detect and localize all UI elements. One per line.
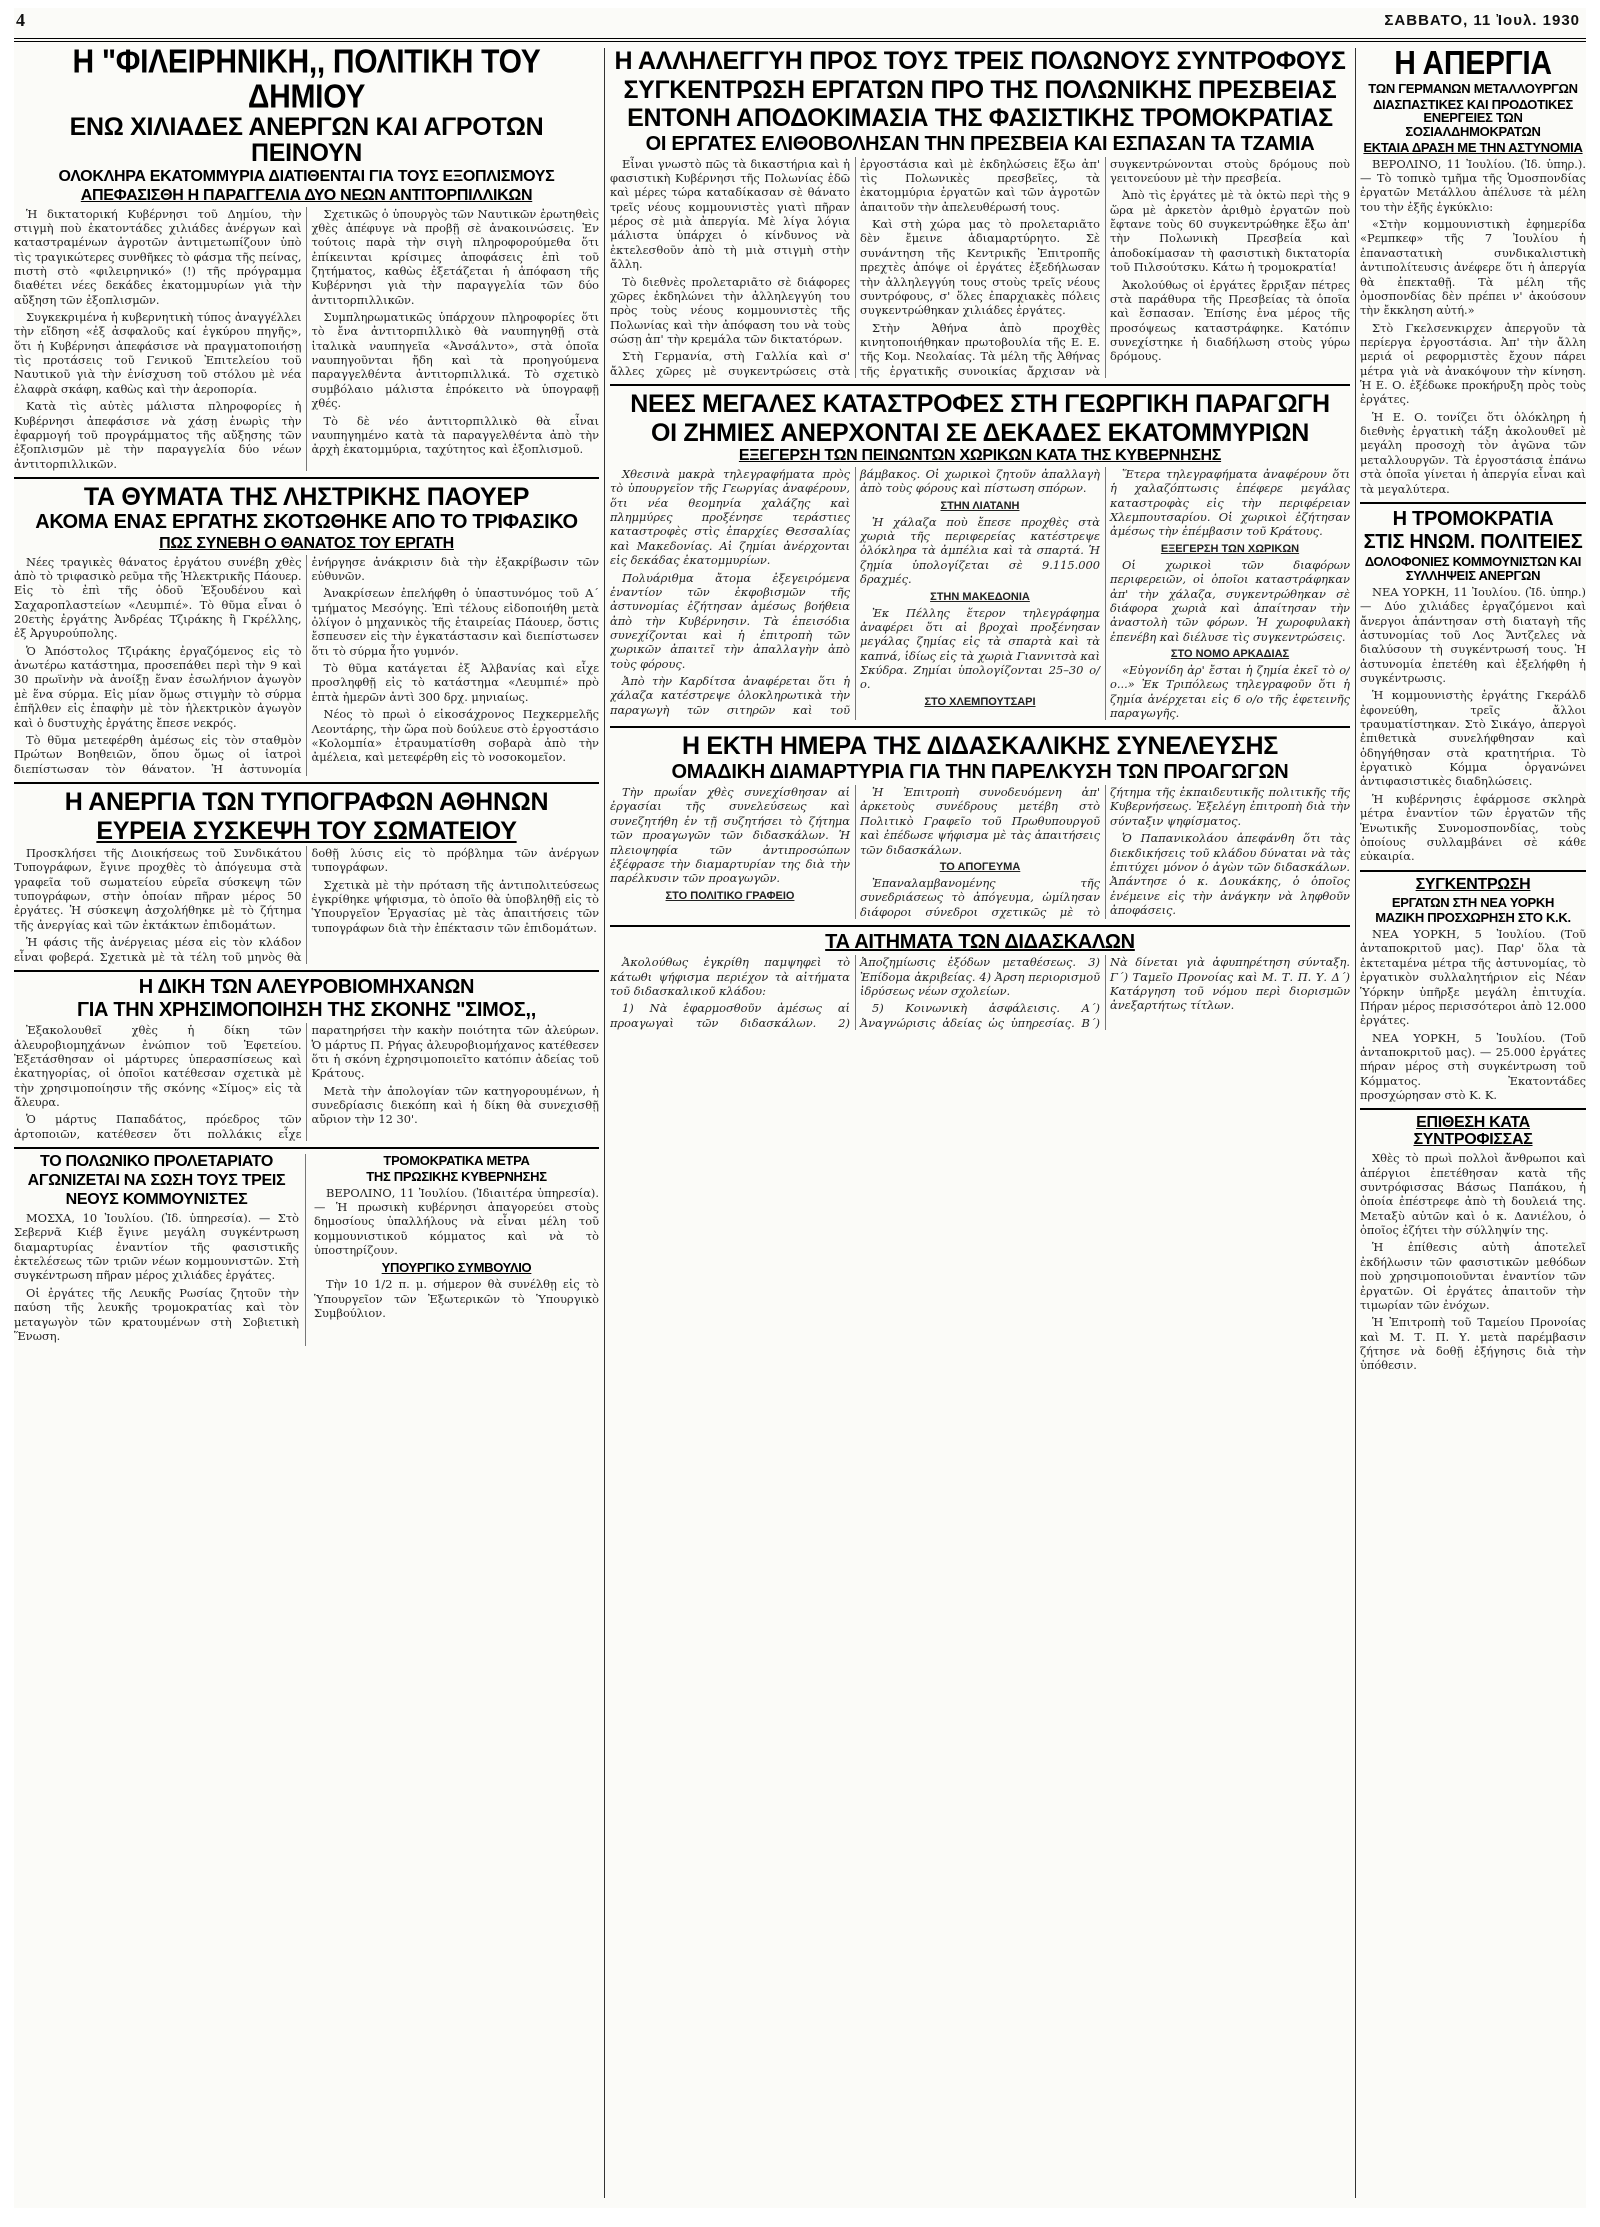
article-body [14,1211,299,1343]
subheadline: ΑΓΩΝΙΖΕΤΑΙ ΝΑ ΣΩΣΗ ΤΟΥΣ ΤΡΕΙΣ [27,1172,286,1190]
headline: ΤΟ ΠΟΛΩΝΙΚΟ ΠΡΟΛΕΤΑΡΙΑΤΟ [40,1153,273,1171]
paragraph: Τὸ θῦμα μετεφέρθη ἀμέσως εἰς τὸν σταθμὸν Πρώτων Βοηθειῶν, ὅπου ὅμως οἱ ἰατροὶ διεπίστωσαν τὸν θάνατον. Ἡ ἀστυνομία ἐνήργησε ἀνάκρισιν διὰ τὴν ἐξακρίβωσιν τῶν εὐθυνῶν. [14,554,599,776]
page-number: 4 [16,10,25,30]
headline: ΣΥΓΚΕΝΤΡΩΣΗ [1415,875,1531,893]
subheadline: ΔΟΛΟΦΟΝΙΕΣ ΚΟΜΜΟΥΝΙΣΤΩΝ ΚΑΙ ΣΥΛΛΗΨΕΙΣ ΑΝΕΡΓΩΝ [1364,554,1582,584]
headline: Η ΑΛΛΗΛΕΓΓΥΗ ΠΡΟΣ ΤΟΥΣ ΤΡΕΙΣ ΠΟΛΩΝΟΥΣ ΣΥΝΤΡΟΦΟΥΣ [614,48,1346,75]
paragraph: ΝΕΑ ΥΟΡΚΗ, 5 Ἰουλίου. (Τοῦ ἀνταποκριτοῦ μας). — 25.000 ἐργάτες πήραν μέρος στὴ συγκέντρωση τοῦ Κόμματος. Ἐκατοντάδες προσχώρησαν στὸ Κ. Κ. [1360,1030,1586,1103]
paragraph: Οἱ ἐργάτες τῆς Λευκῆς Ρωσίας ζητοῦν τὴν παύση τῆς λευκῆς τρομοκρατίας καὶ τὸν μεταγωγὸν τῶν κρατουμένων στὴ Σοβιετικὴ Ἕνωση. [14,1285,299,1343]
paragraph: Προσκλήσει τῆς Διοικήσεως τοῦ Συνδικάτου Τυπογράφων, ἔγινε προχθὲς τὸ ἀπόγευμα στὰ γραφεῖα τοῦ σωματείου εὐρεῖα σύσκεψη τῶν τυπογράφων, στὴν ὁποίαν πῆραν μέρος 50 ἐργάτες. Ἡ σύσκεψη ἀσχολήθηκε μὲ τὸ ζήτημα τῆς ἀνεργίας καὶ τῶν ἐκτάκτων ἐπιδομάτων. [14,846,302,932]
right-column [1360,48,1586,1379]
section-rule [14,1147,599,1149]
headline: ΤΡΟΜΟΚΡΑΤΙΚΑ ΜΕΤΡΑ [383,1153,530,1169]
paragraph: Στὴν Ἀθήνα ἀπὸ προχθὲς κινητοποιήθηκαν πρωτοβουλία τῆς Ε. Ε. τῆς Κομ. Νεολαίας. Τὰ μέλη τῆς Ἀθήνας τῆς ἐργατικῆς συνοικίας ἄρχισαν νὰ συγκεντρώνονται στοὺς δρόμους ποὺ γειτονεύουν μὲ τὴν πρεσβεία. [860,156,1350,378]
paragraph: Ἀπὸ τὶς ἐργάτες μὲ τὰ ὀκτὼ περὶ τὴς 9 ὥρα μὲ ἀρκετὸν ἀριθμὸ ἐργατῶν ποὺ ἔφτανε τοὺς 60 συγκεντρώθηκε ἔξω ἀπ' τὴν Πολωνικὴ Πρεσβεία καὶ ἀποδοκίμασαν τὴ φασιστικὴ δικτατορία τοῦ Πιλσούτσκυ. Κάτω ἡ τρομοκρατία! [1110,188,1350,275]
paragraph: Μετὰ τὴν ἀπολογίαν τῶν κατηγορουμένων, ἡ συνεδρίασις διεκόπη καὶ ἡ δίκη θὰ συνεχισθῇ αὔριον τὴν 12 30'. [311,1083,599,1127]
article-polish-solidarity [610,48,1350,378]
subheadline: ΝΕΟΥΣ ΚΟΜΜΟΥΝΙΣΤΕΣ [65,1191,248,1209]
subheadline: ΕΡΓΑΤΩΝ ΣΤΗ ΝΕΑ ΥΟΡΚΗ [1391,894,1555,910]
article-flour-trial [14,977,599,1141]
article-body [14,1023,599,1141]
headline: Η ΕΚΤΗ ΗΜΕΡΑ ΤΗΣ ΔΙΔΑΣΚΑΛΙΚΗΣ ΣΥΝΕΛΕΥΣΗΣ [682,732,1278,761]
headline: Η ΔΙΚΗ ΤΩΝ ΑΛΕΥΡΟΒΙΟΜΗΧΑΝΩΝ [138,975,475,998]
section-rule [14,477,599,479]
article-power-victims [14,484,599,776]
article-body [610,467,1350,720]
paragraph: Ἕτερα τηλεγραφήματα ἀναφέρουν ὅτι ἡ χαλαζόπτωσις ἐπέφερε μεγάλας καταστροφὰς εἰς τὴν περιφέρειαν Χλεμπουτσαρίου. Οἱ χωρικοὶ ἐζήτησαν ἀμέσως τὴν ἐπέμβασιν τοῦ Κράτους. [1110,467,1350,539]
paragraph: ΜΟΣΧΑ, 10 Ἰουλίου. (Ἰδ. ὑπηρεσία). — Στὸ Σεβερνᾶ Κιέβ ἔγινε μεγάλη συγκέντρωση διαμαρτυρίας ἐναντίον τῆς φασιστικῆς ἐκτελέσεως τῶν τριῶν νέων κομμουνιστῶν. Στὴ συγκέντρωση πῆραν μέρος χιλιάδες ἐργάτες. [14,1210,299,1283]
paragraph: Συγκεκριμένα ἡ κυβερνητικὴ τύπος ἀναγγέλλει τὴν εἴδηση «ἐξ ἀσφαλοῦς καί ἐγκύρου πηγῆς», ὅτι ἡ Κυβέρνησι ἀπεφάσισε νὰ πραγματοποιήσῃ τὶς προτάσεις τοῦ Γενικοῦ Ἐπιτελείου τοῦ Ναυτικοῦ γιὰ τὴν ἐνίσχυση τοῦ στόλου μὲ νέα ἐλαφρὰ σκάφη, καθὼς καὶ τὴν ἀεροπορία. [14,310,302,396]
article-teachers-assembly [610,733,1350,919]
paragraph: Ἐκ Πέλλης ἕτερον τηλεγράφημα ἀναφέρει ὅτι αἱ βροχαὶ προξένησαν μεγάλας ζημίας εἰς τὰ σπαρτὰ καὶ τὰ καπνά, ἰδίως εἰς τὰ χωριὰ Γιαννιτσὰ καὶ Σκύδρα. Ζημίαι ὑπολογίζονται 25–30 ο/ο. [860,605,1100,692]
paragraph: Ἡ Ἐπιτροπὴ συνοδευόμενη ἀπ' ἀρκετοὺς συνέδρους μετέβη στὸ Πολιτικὸ Γραφεῖο τοῦ Πρωθυπουργοῦ καὶ ἐπέδωσε ψήφισμα μὲ τὰς ἀπαιτήσεις τῶν διδασκάλων. [860,785,1100,857]
headline: Η ΤΡΟΜΟΚΡΑΤΙΑ [1392,507,1554,530]
section-rule [14,782,599,784]
paragraph: ΒΕΡΟΛΙΝΟ, 11 Ἰουλίου. (Ἰδ. ὑπηρ.). — Τὸ τοπικὸ τμῆμα τῆς Ὁμοσπονδίας ἐργατῶν Μετάλλου ἀπέλυσε τὰ μέλη του τὴν ἐξῆς ἐγκύκλιο: [1360,156,1586,214]
article-body [1360,927,1586,1102]
paragraph: «Εὐγονίδη ἀρ' ἔσται ἡ ζημία ἐκεῖ τὸ ο/ο...» Ἐκ Τριπόλεως τηλεγραφοῦν ὅτι ἡ ζημία ἀνέρχεται εἰς 6 ο/ο τῆς ἐφετεινῆς παραγωγῆς. [1110,662,1350,721]
section-subheading: ΣΤΗΝ ΛΙΑΤΑΝΗ [940,499,1020,512]
center-column [610,48,1350,1036]
paragraph: ΝΕΑ ΥΟΡΚΗ, 5 Ἰουλίου. (Τοῦ ἀνταποκριτοῦ μας). Παρ' ὅλα τὰ ἐκτεταμένα μέτρα τῆς ἀστυνομίας, τὸ ἐργατικὸν συλλαλητήριον εἰς Νέαν Ὑόρκην ὑπῆρξε μεγάλη ἐπιτυχία. Πήραν μέρος περισσότεροι ἀπὸ 12.000 ἐργάτες. [1360,927,1586,1028]
article-philirinic-policy [14,48,599,471]
paragraph: Σχετικῶς ὁ ὑπουργὸς τῶν Ναυτικῶν ἐρωτηθεὶς χθὲς ἀπέφυγε νὰ προβῇ σὲ ἀνακοινώσεις. Ἐν τούτοις παρὰ τὴν σιγὴ πληροφορούμεθα ὅτι ἐπίκεινται κρίσιμες ἀποφάσεις ἐπὶ τοῦ ζητήματος, καθὼς ἐξετάζεται ἡ ἀπόφαση τῆς Κυβέρνησι γιὰ τὴν παραγγελία τῶν δύο ἀντιτορπιλλικῶν. [311,206,599,307]
subheadline: ΟΛΟΚΛΗΡΑ ΕΚΑΤΟΜΜΥΡΙΑ ΔΙΑΤΙΘΕΝΤΑΙ ΓΙΑ ΤΟΥΣ ΕΞΟΠΛΙΣΜΟΥΣ [58,167,555,185]
column-divider [604,48,605,2198]
article-prussian-measures [314,1154,599,1346]
paragraph: 5) Κοινωνικὴ ἀσφάλεισις. Α΄) Ἀναγνώρισις ἀδείας ὡς ὑπηρεσίας. Β΄) Νὰ δίνεται γιὰ ἀφυπηρέτηση σύνταξη. Γ΄) Ταμεῖο Προνοίας καὶ Μ. Τ. Π. Υ. Δ΄) Κατάργηση τοῦ νόμου περὶ διορισμῶν ἀνεξαρτήτως τίτλων. [860,955,1350,1030]
article-ny-rally [1360,877,1586,1103]
section-rule [1360,1108,1586,1110]
paragraph: Ἐπαναλαμβανομένης τῆς συνεδριάσεως τὸ ἀπόγευμα, ὡμίλησαν διάφοροι σύνεδροι σχετικῶς μὲ τὸ ζήτημα τῆς ἐκπαιδευτικῆς πολιτικῆς τῆς Κυβερνήσεως. Ἐξελέγη ἐπιτροπὴ διὰ τὴν σύνταξιν ψηφίσματος. [860,785,1350,919]
subheadline: ΟΜΑΔΙΚΗ ΔΙΑΜΑΡΤΥΡΙΑ ΓΙΑ ΤΗΝ ΠΑΡΕΛΚΥΣΗ ΤΩΝ ΠΡΟΑΓΩΓΩΝ [671,760,1289,783]
article-body [14,207,599,471]
section-rule [610,726,1350,728]
article-us-terror [1360,509,1586,864]
page-header-bar [14,8,1586,42]
paragraph: Ἡ χάλαζα ποὺ ἔπεσε προχθὲς στὰ χωριὰ τῆς περιφερείας κατέστρεψε ὁλόκληρα τὰ ἀμπέλια καὶ τὰ σπαρτά. Ἡ ζημία ὑπολογίζεται σὲ 9.115.000 δραχμές. [860,514,1100,587]
subheadline: ΤΩΝ ΓΕΡΜΑΝΩΝ ΜΕΤΑΛΛΟΥΡΓΩΝ [1368,80,1578,96]
paragraph: Ἀνακρίσεων ἐπελήφθη ὁ ὑπαστυνόμος τοῦ Α΄ τμήματος Μεσόγης. Ἐπὶ τέλους εἰδοποιήθη μετὰ ὀλίγον ὁ μηχανικὸς τῆς ἑταιρείας Πάουερ, ὅστις ἔσπευσεν εἰς τὴν ἐγκατάστασιν καὶ διεπίστωσεν ὅτι τὸ σύρμα ἦτο γυμνόν. [311,586,599,658]
subheadline: ΠΩΣ ΣΥΝΕΒΗ Ο ΘΑΝΑΤΟΣ ΤΟΥ ΕΡΓΑΤΗ [159,534,454,552]
paragraph: 1) Νὰ ἐφαρμοσθοῦν ἀμέσως αἱ προαγωγαὶ τῶν διδασκάλων. 2) Ἀποζημίωσις ἐξόδων μεταθέσεως. 3) Ἐπίδομα ἀκριβείας. 4) Ἀρση περιορισμοῦ ἰδρύσεως νέων σχολείων. [610,955,1100,1030]
paragraph: ΒΕΡΟΛΙΝΟ, 11 Ἰουλίου. (Ἰδιαιτέρα ὑπηρεσία). — Ἡ πρωσικὴ κυβέρνησι ἀπαγορεύει στοὺς δημοσίους ὑπαλλήλους νὰ εἶναι μέλη τοῦ κομμουνιστικοῦ κόμματος καὶ νὰ τὸ ὑποστηρίζουν. [314,1185,599,1258]
paragraph: Πολυάριθμα ἄτομα ἐξεγειρόμενα ἐναντίον τῶν ἐκφοβισμῶν τῆς ἀστυνομίας ἐζήτησαν ἀμέσως βοήθεια ἀπὸ τὴν Κυβέρνησιν. Τὰ ἐπεισόδια συνεχίζονται καὶ ἡ ἐπιτροπὴ τῶν χωρικῶν ἀπαιτεῖ τὴν ἀπαλλαγὴν ἀπὸ τοὺς φόρους. [610,570,850,671]
paragraph: Νέες τραγικὲς θάνατος ἐργάτου συνέβη χθὲς ἀπὸ τὸ τριφασικὸ ρεῦμα τῆς Ἡλεκτρικῆς Πάουερ. Εἰς τὸ ἐπὶ τῆς ὁδοῦ Ἑξουδένου καὶ Σαχαροπλαστείων «Λευμπιέ». Τὸ θῦμα εἶναι ὁ 20ετὴς ἐργάτης Ἀνδρέας Τζιράκης ἢ Γκρέλλης, ἐξ Ἀργυρούπολης. [14,554,302,641]
left-column [14,48,599,1346]
subheadline: ΓΙΑ ΤΗΝ ΧΡΗΣΙΜΟΠΟΙΗΣΗ ΤΗΣ ΣΚΟΝΗΣ "ΣΙΜΟΣ,, [77,999,536,1022]
subheadline: ΤΗΣ ΠΡΩΣΙΚΗΣ ΚΥΒΕΡΝΗΣΗΣ [366,1168,547,1184]
section-subheading: ΣΤΗΝ ΜΑΚΕΔΟΝΙΑ [930,590,1030,603]
subheadline: ΕΝΤΟΝΗ ΑΠΟΔΟΚΙΜΑΣΙΑ ΤΗΣ ΦΑΣΙΣΤΙΚΗΣ ΤΡΟΜΟΚΡΑΤΙΑΣ [627,104,1333,132]
headline: Η ΑΠΕΡΓΙΑ [1394,48,1552,82]
subheadline: ΟΙ ΕΡΓΑΤΕΣ ΕΛΙΘΟΒΟΛΗΣΑΝ ΤΗΝ ΠΡΕΣΒΕΙΑ ΚΑΙ ΕΣΠΑΣΑΝ ΤΑ ΤΖΑΜΙΑ [645,132,1315,155]
paragraph: Νέος τὸ πρωὶ ὁ εἰκοσάχρονος Πεχκερμελῆς Λεοντάρης, τὴν ὥρα ποὺ δούλευε στὸ ἐργοστάσιο «Κολομπία» ἐτραυματίσθη σοβαρὰ ἀπὸ τὴν ἀμέλεια, καὶ μετεφέρθη εἰς τὸ νοσοκομεῖον. [311,707,599,765]
paragraph: Τὴν 10 1/2 π. μ. σήμερον θὰ συνέλθῃ εἰς τὸ Ὑπουργεῖον τῶν Ἐξωτερικῶν τὸ Ὑπουργικὸ Συμβούλιον. [314,1277,599,1320]
subheadline: ΣΥΓΚΕΝΤΡΩΣΗ ΕΡΓΑΤΩΝ ΠΡΟ ΤΗΣ ΠΟΛΩΝΙΚΗΣ ΠΡΕΣΒΕΙΑΣ [623,75,1337,104]
paragraph: Στὴ Γερμανία, στὴ Γαλλία καὶ σ' ἄλλες χῶρες μὲ συγκεντρώσεις στὰ ἐργοστάσια καὶ μὲ ἐκδηλώσεις ἔξω ἀπ' τὶς Πολωνικὲς πρεσβεῖες, τὰ ἐκατομμύρια ἐργατῶν καὶ τῶν ἀγροτῶν ἀπαιτοῦν τὴν ἀπελευθέρωσή τους. [610,156,1100,378]
subheadline: ΟΙ ΖΗΜΙΕΣ ΑΝΕΡΧΟΝΤΑΙ ΣΕ ΔΕΚΑΔΕΣ ΕΚΑΤΟΜΜΥΡΙΩΝ [651,418,1309,447]
subheadline: ΑΚΟΜΑ ΕΝΑΣ ΕΡΓΑΤΗΣ ΣΚΟΤΩΘΗΚΕ ΑΠΟ ΤΟ ΤΡΙΦΑΣΙΚΟ [35,511,578,534]
article-agriculture-disasters [610,391,1350,720]
subheadline: ΕΝΩ ΧΙΛΙΑΔΕΣ ΑΝΕΡΓΩΝ ΚΑΙ ΑΓΡΟΤΩΝ ΠΕΙΝΟΥΝ [69,112,544,168]
subheadline: ΕΚΤΑΙΑ ΔΡΑΣΗ ΜΕ ΤΗΝ ΑΣΤΥΝΟΜΙΑ [1363,139,1583,155]
paragraph: Ὁ Παπανικολάου ἀπεφάνθη ὅτι τὰς διεκδικήσεις τοῦ κλάδου δύναται νὰ τὰς ἐπιτύχει μόνον ὁ ἀγὼν τῶν διδασκάλων. Ἀπάντησε ὁ κ. Δουκάκης, ὁ ὁποῖος ἐνέμεινε εἰς τὴν ἀνάγκην νὰ ληφθοῦν ἀποφάσεις. [1110,831,1350,917]
article-body [610,157,1350,378]
headline: ΤΑ ΑΙΤΗΜΑΤΑ ΤΩΝ ΔΙΔΑΣΚΑΛΩΝ [825,930,1135,953]
section-subheading: ΣΤΟ ΧΛΕΜΠΟΥΤΣΑΡΙ [924,695,1036,708]
paragraph: Εἶναι γνωστὸ πῶς τὰ δικαστήρια καὶ ἡ φασιστικὴ Κυβέρνησι τῆς Πολωνίας ἐδῶ καὶ μέρες τώρα καταδίκασαν σὲ θάνατο τρεῖς νέους κομμουνιστὲς γιατὶ πῆραν μέρος σὲ μιὰ ἀπεργία. Μὲ λίγα λόγια μάλιστα ὑπάρχει ὁ κίνδυνος νὰ ἐκτελεσθοῦν ἀπὸ τὴ μιὰ στιγμὴ στὴν ἄλλη. [610,156,850,272]
article-body [314,1186,599,1258]
paragraph: Ἡ ἐπίθεσις αὐτὴ ἀποτελεῖ ἐκδήλωσιν τῶν φασιστικῶν μεθόδων ποὺ χρησιμοποιοῦνται ἐναντίον τῶν ἐργατῶν. Οἱ ἐργάτες ἀπαιτοῦν τὴν τιμωρίαν τῶν ἐνόχων. [1360,1240,1586,1312]
article-polish-proletariat [14,1154,306,1346]
article-teachers-demands [610,932,1350,1030]
paragraph: Ἡ Ἐπιτροπὴ τοῦ Ταμείου Προνοίας καὶ Μ. Τ. Π. Υ. μετὰ παρέμβασιν ζήτησε νὰ δοθῇ ἐξήγησις διὰ τὴν ὑπόθεσιν. [1360,1315,1586,1373]
paragraph: ΝΕΑ ΥΟΡΚΗ, 11 Ἰουλίου. (Ἰδ. ὑπηρ.) — Δύο χιλιάδες ἐργαζόμενοι καὶ ἄνεργοι ἀπάντησαν στὴ διαταγὴ τῆς ἀστυνομίας τοῦ Λος Ἄντζελες νὰ διαλύσουν τὴ συγκέντρωσή τους. Ἡ ἀστυνομία ἐπετέθη καὶ ἐξελήφθη ἡ συγκέντρωσις. [1360,584,1586,685]
paragraph: Ἀκολούθως οἱ ἐργάτες ἔρριξαν πέτρες στὰ παράθυρα τῆς Πρεσβείας τὰ ὁποῖα καὶ ἔσπασαν. Ἐπίσης ἐνα μέρος τῆς προσόψεως καταστράφηκε. Κατόπιν συνεχίστηκε ἡ διαδήλωση στοὺς γύρω δρόμους. [1110,277,1350,364]
subheadline: ΔΙΑΣΠΑΣΤΙΚΕΣ ΚΑΙ ΠΡΟΔΟΤΙΚΕΣ ΕΝΕΡΓΕΙΕΣ ΤΩΝ ΣΟΣΙΑΛΔΗΜΟΚΡΑΤΩΝ [1373,96,1573,140]
section-subheading: ΕΞΕΓΕΡΣΗ ΤΩΝ ΧΩΡΙΚΩΝ [1160,542,1300,555]
section-rule [610,925,1350,927]
subheadline: ΜΑΖΙΚΗ ΠΡΟΣΧΩΡΗΣΗ ΣΤΟ Κ.Κ. [1375,910,1571,926]
article-body [1360,1151,1586,1372]
paragraph: Συμπληρωματικῶς ὑπάρχουν πληροφορίες ὅτι τὸ ἔνα ἀντιτορπιλλικὸ θὰ ναυπηγηθῇ στὰ ἰταλικὰ ναυπηγεῖα «Ἀνσάλντο», στὰ ὁποῖα ναυπηγοῦνται ἤδη καὶ τὰ προηγούμενα παραγγελθέντα ἀντιτορπιλλικά. Τὸ σχετικὸ συμβόλαιο μάλιστα ἐπρόκειτο νὰ ὑπογραφῇ χθές. [311,310,599,411]
paragraph: Ὁ Ἀπόστολος Τζιράκης ἐργαζόμενος εἰς τὸ ἀνωτέρω κατάστημα, προσεπάθει περὶ τὴν 9 καὶ 30 πρωϊνὴν νὰ ἀνοίξῃ ἕναν ἐσωλήνιον ἀγωγὸν μὲ ἕνα σύρμα. Εἰς μίαν ὅμως στιγμὴν τὸ σύρμα ἐπῆλθεν εἰς ἐπαφὴν μὲ τὸν ἠλεκτρικὸν ἀγωγὸν καὶ ὁ δυστυχὴς ἐργάτης ἔπεσε νεκρός. [14,643,302,730]
paragraph: «Στὴν κομμουνιστικὴ ἐφημερίδα «Ρεμπκεφ» τῆς 7 Ἰουλίου ἡ ἐπαναστατικὴ συνδικαλιστικὴ ἀντιπολίτευσις ἀνέφερε ὅτι ἡ ἀπεργία θὰ ἐπεκταθῇ. Τὰ μέλη τῆς ὁμοσπονδίας δὲν πρέπει ν' ἀκούσουν τὴν ἔκκληση αὐτή.» [1360,217,1586,318]
paragraph: Χθὲς τὸ πρωὶ πολλοὶ ἄνθρωποι καὶ ἀπέργιοι ἐπετέθησαν κατὰ τῆς συντρόφισσας Βάσως Παπάκου, ἡ ὁποία ἐπέστρεφε ἀπὸ τὴ δουλειά της. Μεταξὺ αὐτῶν καὶ ὁ κ. Δανιέλου, ὁ ὁποῖος ἐζήτει τὴν σύλληψίν της. [1360,1151,1586,1238]
paragraph: Τὴν πρωΐαν χθὲς συνεχίσθησαν αἱ ἐργασίαι τῆς συνελεύσεως καὶ συνεζητήθη ἐν τῇ συζητήσει τὸ ζήτημα τῶν προαγωγῶν τῶν διδασκάλων. Ἡ πλειοψηφία τῶν ἀντιπροσώπων ἐξέφρασε τὴν διαμαρτυρίαν της διὰ τὴν παρέλκυσιν τῶν προαγωγῶν. [610,785,850,886]
section-subheading: ΣΤΟ ΠΟΛΙΤΙΚΟ ΓΡΑΦΕΙΟ [665,889,795,902]
section-subheading: ΣΤΟ ΝΟΜΟ ΑΡΚΑΔΙΑΣ [1170,647,1290,660]
subheadline: ΑΠΕΦΑΣΙΣΘΗ Η ΠΑΡΑΓΓΕΛΙΑ ΔΥΟ ΝΕΩΝ ΑΝΤΙΤΟΡΠΙΛΛΙΚΩΝ [80,186,533,204]
article-body [314,1277,599,1320]
paragraph: Χθεσινὰ μακρὰ τηλεγραφήματα πρὸς τὸ ὑπουργεῖον τῆς Γεωργίας ἀναφέρουν, ὅτι νέα θεομηνία χαλάζης καὶ πλημμύρες προξένησε τεράστιες καταστροφὲς στὶς ἐπαρχίες Θεσσαλίας καὶ Μακεδονίας. Αἱ ζημίαι ἀνέρχονται εἰς δεκάδας ἐκατομμυρίων. [610,467,850,568]
paragraph: Κατὰ τὶς αὐτὲς μάλιστα πληροφορίες ἡ Κυβέρνησι ἀπεφάσισε νὰ χάσῃ ἐνωρὶς τὴν ἐφαρμογή τοῦ προγράμματος τῆς αὔξησης τῶν ἐξοπλισμῶν μὲ τὴν παραγγελία δύο νέων ἀντιτορπιλλικῶν. [14,399,302,471]
headline: ΤΑ ΘΥΜΑΤΑ ΤΗΣ ΛΗΣΤΡΙΚΗΣ ΠΑΟΥΕΡ [83,482,530,511]
paragraph: Οἱ χωρικοὶ τῶν διαφόρων περιφερειῶν, οἱ ὁποῖοι καταστράφηκαν ἀπ' τὴν χάλαζα, συγκεντρώθηκαν σὲ διάφορα χωριὰ καὶ ἀπαίτησαν τὴν ἀναστολὴ τῶν φόρων. Ἡ χωροφυλακὴ ἐπενέβη καὶ διέλυσε τὶς συγκεντρώσεις. [1110,557,1350,644]
paragraph: Ἐξακολουθεῖ χθὲς ἡ δίκη τῶν ἀλευροβιομηχάνων ἐνώπιον τοῦ Ἐφετείου. Ἐξετάσθησαν οἱ μάρτυρες ὑπερασπίσεως καὶ ἐκατηγορίας, οἱ ὁποῖοι κατέθεσαν σχετικὰ μὲ τὴν χρησιμοποίησιν τῆς σκόνης «Σίμος» εἰς τὰ ἄλευρα. [14,1023,302,1110]
paragraph: Τὸ δὲ νέο ἀντιτορπιλλικὸ θὰ εἶναι ναυπηγημένο κατὰ τὰ παραγγελθέντα ἀπὸ τὴν ἀρχὴ ἑκατομμύρια, ταχύτητος καὶ ἐξοπλισμοῦ. [311,413,599,457]
subheadline: ΕΥΡΕΙΑ ΣΥΣΚΕΨΗ ΤΟΥ ΣΩΜΑΤΕΙΟΥ [96,816,517,845]
paragraph: Τὸ θῦμα κατάγεται ἐξ Ἀλβανίας καὶ εἶχε προσληφθῇ εἰς τὸ κατάστημα «Λευμπιέ» πρὸ ἑπτὰ ἡμερῶν ἀντὶ 300 δρχ. μηνιαίως. [311,661,599,704]
paragraph: Ἡ δικτατορική Κυβέρνησι τοῦ Δημίου, τὴν στιγμὴ ποὺ ἑκατοντάδες χιλιάδες ἀνέργων καὶ καταστραμένων ἀγροτῶν ἀντιμετωπίζουν ὑπὸ τὶς τραγικώτερες συνθῆκες τὸ φάσμα τῆς πείνας, πιστὴ στὸ «φιλειρηνικό» (!) τῆς πρόγραμμα διαθέτει νέες δεκάδες ἑκατομμυρίων γιὰ τὴν αὔξηση τῶν ἐξοπλισμῶν. [14,206,302,307]
subheadline: ΣΤΙΣ ΗΝΩΜ. ΠΟΛΙΤΕΙΕΣ [1363,531,1583,554]
bottom-articles-row [14,1154,599,1346]
article-body [14,555,599,776]
paragraph: Ὁ μάρτυς Παπαδάτος, πρόεδρος τῶν ἀρτοποιῶν, κατέθεσεν ὅτι πολλάκις εἶχε παρατηρήσει τὴν κακὴν ποιότητα τῶν ἀλεύρων. Ὁ μάρτυς Π. Ρήγας ἀλευροβιομήχανος κατέθεσεν ὅτι ἡ σκόνη ἐχρησιμοποιεῖτο κατόπιν ἀδείας τοῦ Κράτους. [14,1023,599,1141]
paragraph: Ἡ κυβέρνησις ἐφάρμοσε σκληρὰ μέτρα ἐναντίον τῶν ἐργατῶν τῆς Ἑνωτικῆς Συνομοσπονδίας, τοὺς ὁποίους συλλαμβάνει σὲ κάθε εὐκαιρία. [1360,791,1586,864]
article-attack-comrade [1360,1115,1586,1372]
headline: ΕΠΙΘΕΣΗ ΚΑΤΑ ΣΥΝΤΡΟΦΙΣΣΑΣ [1413,1114,1533,1149]
headline: ΝΕΕΣ ΜΕΓΑΛΕΣ ΚΑΤΑΣΤΡΟΦΕΣ ΣΤΗ ΓΕΩΡΓΙΚΗ ΠΑΡΑΓΩΓΗ [630,390,1330,419]
issue-date: ΣΑΒΒΑΤΟ, 11 Ἰουλ. 1930 [1384,12,1580,29]
section-rule [610,384,1350,386]
headline: Η "ΦΙΛΕΙΡΗΝΙΚΗ,, ΠΟΛΙΤΙΚΗ ΤΟΥ ΔΗΜΙΟΥ [72,48,541,115]
article-body [610,955,1350,1030]
subheadline: ΕΞΕΓΕΡΣΗ ΤΩΝ ΠΕΙΝΩΝΤΩΝ ΧΩΡΙΚΩΝ ΚΑΤΑ ΤΗΣ ΚΥΒΕΡΝΗΣΗΣ [738,447,1222,465]
section-rule [14,970,599,972]
newspaper-page [14,8,1586,2208]
subheadline: ΥΠΟΥΡΓΙΚΟ ΣΥΜΒΟΥΛΙΟ [381,1260,532,1276]
headline: Η ΑΝΕΡΓΙΑ ΤΩΝ ΤΥΠΟΓΡΑΦΩΝ ΑΘΗΝΩΝ [64,788,549,816]
article-german-strike [1360,48,1586,496]
section-subheading: ΤΟ ΑΠΟΓΕΥΜΑ [939,860,1021,873]
paragraph: Ἀκολούθως ἐγκρίθη παμψηφεὶ τὸ κάτωθι ψήφισμα περιέχον τὰ αἰτήματα τοῦ διδασκαλικοῦ κλάδου: [610,955,850,998]
paragraph: Τὸ διεθνὲς προλεταριᾶτο σὲ διάφορες χῶρες ἐκδηλώνει τὴν ἀλληλεγγύη του πρὸς τοὺς νέους κομμουνιστὲς τῆς Πολωνίας καὶ τὴν ἀπόφαση του νὰ τοὺς σώσῃ ἀπ' τὴν κρεμάλα τῶν δικτατόρων. [610,274,850,346]
paragraph: Ἡ φάσις τῆς ἀνέργειας μέσα εἰς τὸν κλάδον εἶναι φοβερά. Σχετικὰ μὲ τὰ τέλη τοῦ μηνὸς θὰ δοθῇ λύσις εἰς τὸ πρόβλημα τῶν ἀνέργων τυπογράφων. [14,846,599,964]
column-divider [1355,48,1356,2198]
paragraph: Ἀπὸ τὴν Καρδίτσα ἀναφέρεται ὅτι ἡ χάλαζα κατέστρεψε ὁλοκληρωτικὰ τὴν παραγωγὴ τῶν σιτηρῶν καὶ τοῦ βάμβακος. Οἱ χωρικοὶ ζητοῦν ἀπαλλαγὴ ἀπὸ τοὺς φόρους καὶ πίστωση σπόρων. [610,467,1100,717]
article-body [1360,157,1586,496]
paragraph: Καὶ στὴ χώρα μας τὸ προλεταριᾶτο δὲν ἔμεινε ἀδιαμαρτύρητο. Σὲ συνάντηση τῆς Κεντρικῆς Ἐπιτροπῆς πρεχτὲς ἀπόψε οἱ ἐργάτες ἐξεδήλωσαν τὴν ἀλληλεγγύη τους στοὺς τρεῖς νέους συντρόφους, σ' ὅλες ἐπαρχιακὲς πόλεις συγκεντρώθηκαν χιλιάδες ἐργάτες. [860,217,1100,318]
article-body [1360,585,1586,864]
paragraph: Σχετικὰ μὲ τὴν πρόταση τῆς ἀντιπολιτεύσεως ἐγκρίθηκε ψήφισμα, τὸ ὁποῖο θὰ ὑποβληθῇ εἰς τὸ Ὑπουργεῖον Ἐργασίας μὲ τὰς ἀπαιτήσεις τῶν τυπογράφων διὰ τὴν ἐπέκτασιν τῶν ἐπιδομάτων. [311,877,599,935]
section-rule [1360,502,1586,504]
paragraph: Ἡ κομμουνιστὴς ἐργάτης Γκεράλδ ἐφονεύθη, τρεῖς ἄλλοι τραυματίστηκαν. Στὸ Σικάγο, ἀπεργοὶ ἐπιθετικὰ συνελήφθησαν καὶ ὁδηγήθησαν στὰ κρατητήρια. Τὸ ἐργατικὸ Κόμμα ὀργανώνει ἀντιφασιστικὲς διαδηλώσεις. [1360,688,1586,789]
article-body [610,785,1350,919]
paragraph: Ἡ Ε. Ο. τονίζει ὅτι ὁλόκληρη ἡ διεθνὴς ἐργατικὴ τάξη ἀκολουθεῖ μὲ μεγάλη προσοχὴ τὸν ἀγῶνα τῶν μεταλλουργῶν. Τὰ ἐργοστάσια ἐπάνω στὰ ὁποῖα γίνεται ἡ ἀπεργία εἶναι καὶ τὰ μεγαλύτερα. [1360,409,1586,496]
section-rule [1360,870,1586,872]
article-body [14,846,599,964]
paragraph: Στὸ Γκελσενκιρχεν ἀπεργοῦν τὰ περίεργα ἐργοστάσια. Ἀπ' τὴν ἄλλη μεριά οἱ ρεφορμιστὲς ἔχουν πάρει μέτρα γιὰ νὰ ἀνακόψουν τὴν κίνηση. Ἡ Ε. Ο. ἐξέδωκε προκήρυξη πρὸς τοὺς ἐργάτες. [1360,320,1586,407]
article-typographers [14,789,599,964]
